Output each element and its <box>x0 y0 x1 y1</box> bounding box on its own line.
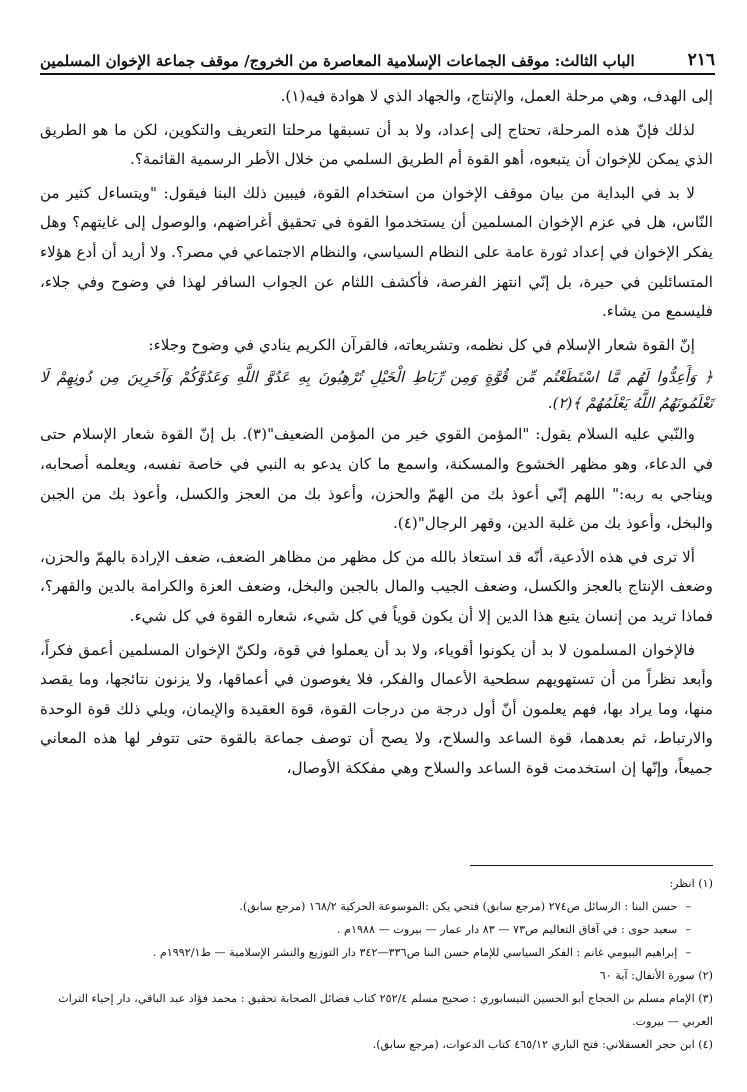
footnote-text: حسن البنا : الرسائل ص٢٧٤ (مرجع سابق) فتحي يكن :الموسوعة الحركية ١٦٨/٢ (مرجع سابق). <box>239 900 678 913</box>
page-number: ٢١٦ <box>687 50 715 70</box>
footnote-text: سعيد حوى : في آفاق التعاليم ص٧٣ — ٨٣ دار عمار — بيروت — ١٩٨٨م . <box>336 923 678 936</box>
paragraph: لا بد في البداية من بيان موقف الإخوان من استخدام القوة، فيبين ذلك البنا فيقول: "ويتساءل كثير من النّاس، هل في عزم الإخوان المسلمين أن يستخدموا القوة في تحقيق أغراضهم، والوصول إلى غايتهم؟ وهل يفكر الإخوان في إعداد ثورة عامة على النظام السياسي، والنظام الاجتماعي في مصر؟. ولا أريد أن أدع هؤلاء المتسائلين في حيرة، بل إنّي انتهز الفرصة، فأكشف اللثام عن الجواب السافر لهذا في وضوح وفي جلاء، فليسمع من يشاء. <box>40 183 713 321</box>
running-header <box>40 40 715 75</box>
footnote: (١) انظر: <box>669 877 713 890</box>
dash-marker: – <box>685 900 691 913</box>
footnote: (٢) سورة الأنفال: آية ٦٠ <box>599 969 713 982</box>
paragraph: إنّ القوة شعار الإسلام في كل نظمه، وتشريعاته، فالقرآن الكريم ينادي في وضوح وجلاء: <box>148 335 695 354</box>
footnote-text: إبراهيم البيومي غانم : الفكر السياسي للإمام حسن البنا ص٣٣٦—٣٤٢ دار التوزيع والنشر الإسلامية — ط١٩٩٢/١م . <box>152 946 678 959</box>
dash-marker: – <box>685 923 691 936</box>
body-text <box>40 82 713 787</box>
footnotes <box>40 872 713 1056</box>
footnote-divider <box>470 865 713 866</box>
paragraph: ألا ترى في هذه الأدعية، أنّه قد استعاذ بالله من كل مظهر من مظاهر الضعف، ضعف الإرادة بالهمّ والحزن، وضعف الإنتاج بالعجز والكسل، وضعف الجيب والمال بالجبن والبخل، وضعف العزة والكرامة بالدين والقهر؟، فماذا تريد من إنسان يتبع هذا الدين إلا أن يكون قوياً في كل شيء، شعاره القوة في كل شيء. <box>40 547 713 625</box>
paragraph: لذلك فإنّ هذه المرحلة، تحتاج إلى إعداد، ولا بد أن تسبقها مرحلتا التعريف والتكوين، لكن ما هو الطريق الذي يمكن للإخوان أن يتبعوه، أهو القوة أم الطريق السلمي من خلال الأطر الرسمية القائمة؟. <box>40 120 713 169</box>
footnote: (٤) ابن حجر العسقلاني: فتح الباري ٤٦٥/١٢ كتاب الدعوات، (مرجع سابق). <box>372 1038 713 1051</box>
paragraph: فالإخوان المسلمون لا بد أن يكونوا أقوياء، ولا بد أن يعملوا في قوة، ولكنّ الإخوان المسلمين أعمق فكراً، وأبعد نظراً من أن تستهويهم سطحية الأعمال والفكر، فلا يغوصون في أعماقها، ولا يزنون نتائجها، وما يقصد منها، وما يراد بها، فهم يعلمون أنّ أول درجة من درجات القوة، قوة العقيدة والإيمان، ويلي ذلك قوة الوحدة والارتباط، ثم بعدهما، قوة الساعد والسلاح، ولا يصح أن توصف جماعة بالقوة حتى تتوفر لها هذه المعاني جميعاً، وإنّها إن استخدمت قوة الساعد والسلاح وهي مفككة الأوصال، <box>40 640 713 777</box>
header-title: الباب الثالث: موقف الجماعات الإسلامية المعاصرة من الخروج/ موقف جماعة الإخوان المسلمين <box>40 52 635 70</box>
dash-marker: – <box>685 946 691 959</box>
footnote <box>40 941 713 964</box>
footnote: (٣) الإمام مسلم بن الحجاج أبو الحسين النيسابوري : صحيح مسلم ٢٥٢/٤ كتاب فضائل الصحابة تحقيق : محمد فؤاد عبد الباقي، دار إحياء التراث العربي — بيروت. <box>58 992 713 1028</box>
quran-verse: ﴿ وَأَعِدُّوا لَهُم مَّا اسْتَطَعْتُم مِّن قُوَّةٍ وَمِن رِّبَاطِ الْخَيْلِ تُرْهِبُونَ بِهِ عَدُوَّ اللَّهِ وَعَدُوَّكُمْ وَآخَرِينَ مِن دُونِهِمْ لَا تَعْلَمُونَهُمُ اللَّهُ يَعْلَمُهُمْ ﴾(٢). <box>40 368 713 413</box>
footnote <box>40 918 713 941</box>
paragraph: والنّبي عليه السلام يقول: "المؤمن القوي خير من المؤمن الضعيف"(٣). بل إنّ القوة شعار الإسلام حتى في الدعاء، وهو مظهر الخشوع والمسكنة، واسمع ما كان يدعو به النبي في خاصة نفسه، ويعلمه أصحابه، ويناجي به ربه:" اللهم إنّي أعوذ بك من الهمّ والحزن، وأعوذ بك من العجز والكسل، وأعوذ بك من الجبن والبخل، وأعوذ بك من غلبة الدين، وقهر الرجال"(٤). <box>40 425 713 533</box>
paragraph: إلى الهدف، وهي مرحلة العمل، والإنتاج، والجهاد الذي لا هوادة فيه(١). <box>280 87 713 105</box>
footnote <box>40 895 713 918</box>
